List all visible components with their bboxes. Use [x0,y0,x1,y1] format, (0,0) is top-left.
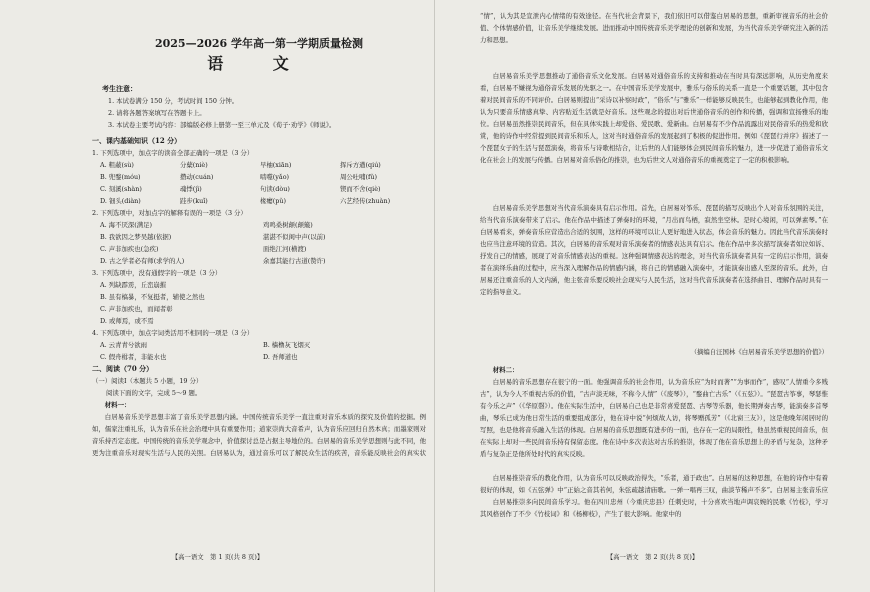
option-item: 分蘖(niè) [180,161,208,169]
option-item: 面绝江河(横渡) [263,245,307,253]
note-item: 2. 请将各题答案填写在答题卡上。 [108,109,206,117]
option-row [92,195,426,207]
right-page-content [480,10,828,520]
option-item: 攒动(cuán) [180,173,214,181]
left-page-content [92,36,426,459]
notes-list [108,95,426,131]
material-label: 材料一： [104,401,131,409]
option-item: D. 或师焉，或不焉 [100,317,154,325]
option-item: B. 兜鍪(móu) [100,173,141,181]
option-item: D. 古之学者必有师(求学的人) [100,257,185,265]
option-row [92,183,426,195]
option-row [92,255,426,267]
reading-instruction: 阅读下面的文字，完成 5～9 题。 [106,389,202,397]
option-item: 六艺经传(zhuàn) [340,197,391,205]
option-item: 锲而不舍(qiè) [340,185,381,193]
subsection-heading: （一）阅读Ⅰ（本题共 5 小题，19 分） [92,377,203,385]
option-item: 早柚(xiān) [260,161,292,169]
source-citation: （摘编自汪国林《白居易音乐美学思想的价值》） [690,348,828,356]
note-item: 3. 本试卷主要考试内容：部编版必修上册第一至三单元及《荀子·劝学》《师说》。 [108,121,336,129]
option-item: 余嘉其能行古道(赞许) [263,257,326,265]
option-item: A. 云青青兮欲雨 [100,341,148,349]
option-row [92,243,426,255]
exam-title: 2025—2026 学年高一第一学期质量检测 [154,37,364,50]
option-item: 挥斥方遒(qiú) [340,161,381,169]
note-item: 1. 本试卷满分 150 分，考试时间 150 分钟。 [108,97,239,105]
option-row [92,219,426,231]
page-footer: 【高一语文 第 2 页(共 8 页)】 [606,553,699,561]
option-item: D. 吾师道也 [263,353,298,361]
option-item: A. 粗蔽(sù) [100,161,134,169]
option-item: 周公吐哺(fǔ) [340,173,378,181]
option-item: 跬步(kuǐ) [180,197,208,205]
right-page [435,0,870,592]
material-paragraph: 白居易音乐美学思想丰富了音乐美学思想内涵。中国传统音乐美学一直注重对音乐本质的探究及价值的挖掘。例如，儒家注重礼乐，认为音乐在社会治理中具有重要作用；道家崇尚大音希声，认为音乐应回归自然本真；而墨家则对音乐持否定态度。中国传统的音乐美学观念中，价值探讨总是占据主导地位的。白居易的音乐美学思想则与此不同，他更为注重音乐对现实生活与人民的关照。白居易认为，通过音乐可以了解民众生活的疾苦，音乐能反映社会的真实状 [92,413,426,457]
material-paragraph: 白居易的音乐思想存在很宁的一面。他强调音乐的社会作用，认为音乐应“为时而著”“为事而作”，感叹“人情重今多贱古”，认为今人不重视古乐的价值，“古声淡无味，不称今人情”（《废琴》），“鍪曲亡古乐”（《五弦》）。“琵琶古筝事，琴瑟惟有今乐之声”（《华原磬》）。他在实际生活中，白居易自己也是非常喜爱琵琶、古琴等乐器，他长期弹奏古琴，能演奏多首琴曲，琴乐已成为他日常生活的重要组成部分，他在诗中说“何烦故人访，将琴赠孤芳”（《北窗三友》），这是他晚年闲居时的写照，也是他将音乐融入生活的体现。白居易的音乐思想既有进步的一面，也存在一定的局限性，他虽然重视民间音乐，但在实际上却对一些民间音乐持有保留态度。他在诗中多次表达对古乐的推崇，体现了他在音乐思想上的矛盾与复杂，这种矛盾与复杂正是他所处时代的真实反映。 [480,378,828,458]
exam-subject: 语 文 [207,54,311,73]
option-item: C. 假舟楫者，非能水也 [100,353,167,361]
option-row [92,159,426,171]
option-item: A. 海不厌深(满足) [100,221,153,229]
notes-heading: 考生注意： [102,84,137,93]
option-item: B. 我欲因之梦吴越(依据) [100,233,172,241]
option-item: B. 虽有槁暴，不复挺者，辅使之然也 [100,293,205,301]
option-item: 鸡鸣桑树颠(颠簸) [263,221,313,229]
section-heading: 二、阅读（70 分） [92,364,154,373]
option-item: 椽瘿(pǔ) [260,197,286,205]
option-row [92,171,426,183]
material-paragraph: 白居易推崇音乐的教化作用，认为音乐可以反映政治得失，“乐者，通于政也”。白居易的这种思想，在他的诗作中有着很好的体现，如《五弦弹》中“正始之音其若何，朱弦疏越清庙歌。一弹一唱再三叹，曲淡节稀声不多”。白居易主张音乐应 [480,474,828,494]
material-paragraph: 白居易推崇多向民间音乐学习。他在四川忠州（今重庆忠县）任刺史时，十分喜欢当地声调哀婉的民歌《竹枝》，学习其风格创作了不少《竹枝词》和《杨柳枝》，产生了很大影响。他家中的 [480,498,828,518]
option-item: 湛湛不似闺中声(以前) [263,233,326,241]
question-stem: 2. 下列选项中，对加点字的解释有误的一项是（3 分） [92,209,247,217]
option-item: 魂悸(jì) [180,185,202,193]
material-paragraph: 白居易音乐美学思想推动了通俗音乐文化发展。白居易对通俗音乐的支持和推动在当时具有深远影响，从历史角度来看，白居易不嫌视为通俗音乐发展的先驱之一。在中国音乐美学发展中，雅乐与俗乐的关系一直是一个重要话题，其中包含着对民间音乐的不同评价。白居易则提出“采诗以补察时政”，“俗乐”与“雅乐”一样能够反映民生，也能够起到教化作用，他认为只要音乐情感真挚、内容贴近生活就是好音乐。这些观念的提出对后世通俗音乐的创作和传播，强调和宣扬雅乐的地位。白居易虽然推崇民间音乐，但在具体实践上却爱俗、爱民歌、爱新曲。白居易有不少作品流露出对民俗音乐的热爱和欣赏，他的诗作中经常提到民间音乐和乐人，这对当时通俗音乐的发展起到了积极的促进作用。例如《琵琶行并序》描述了一个琵琶女子的生活与琵琶演奏，将音乐与诗歌相结合，让后世的人们能够体会到民间音乐的魅力，进一步促进了通俗音乐文化在社会上的发展与传播。白居易对音乐俗化的推崇，也为后世文人对通俗音乐的重视奠定了一定的积极影响。 [480,72,828,164]
option-row [92,351,426,363]
question-stem: 3. 下列选项中，没有通假字的一项是（3 分） [92,269,222,277]
option-item: D. 钿头(diàn) [100,197,141,205]
option-item: C. 声非加疾也，而闻者彰 [100,305,173,313]
option-item: A. 列缺霹雳，丘峦崩摧 [100,281,167,289]
option-item: 句读(dòu) [260,185,290,193]
material-paragraph: “情”，认为其是宣泄内心情绪的有效途径。在当代社会背景下，我们依旧可以借鉴白居易的思想，重新审视音乐的社会价值、个体情感价值，让音乐美学继续发展。进而推动中国传统音乐美学理论的创新和发展，为当代音乐美学研究注入新的活力和思想。 [480,12,828,44]
option-item: 啮噬(yǎo) [260,173,290,181]
question-stem: 1. 下列选项中，加点字的读音全部正确的一项是（3 分） [92,149,254,157]
section-heading: 一、课内基础知识（12 分） [92,136,182,145]
option-item: B. 樯橹灰飞烟灭 [263,341,311,349]
material-paragraph: 白居易音乐美学思想对当代音乐演奏具有启示作用。首先，白居易对筝乐、琵琶的描写反映出个人对音乐氛围的关注，给当代音乐演奏带来了启示。他在作品中描述了弹奏时的环境，“月出而鸟栖，寂然坐空林。是时心境闲，可以弹素琴。”在白居易看来，弹奏音乐应营造出合适的氛围，这样的环境可以让人更好地进入状态，体会音乐的魅力。因此当代音乐演奏时也应当注意环境的营造。其次，白居易的音乐观对音乐演奏者的情感表达具有启示。他在作品中多次描写演奏者如泣如诉、抒发自己的情感，展现了对音乐情感表达的重视。这种强调情感表达的理念，对当代音乐演奏者具有一定的启示作用，演奏者在演绎乐曲的过程中，应当深入理解作品的情感内涵，将自己的情感融入演奏中，才能演奏出感人至深的音乐。此外，白居易还注重音乐的人文内涵，他主张音乐要反映社会现实与人民生活，这对当代音乐演奏者在选择曲目、理解作品时具有一定的指导意义。 [480,204,828,296]
option-item: C. 声非加疾也(急疾) [100,245,159,253]
option-item: C. 刻溪(shàn) [100,185,142,193]
page-footer: 【高一语文 第 1 页(共 8 页)】 [171,553,264,561]
option-row [92,231,426,243]
option-row [92,339,426,351]
material-label: 材料二： [492,366,519,374]
question-stem: 4. 下列选项中，加点字词类活用不相同的一项是（3 分） [92,329,254,337]
